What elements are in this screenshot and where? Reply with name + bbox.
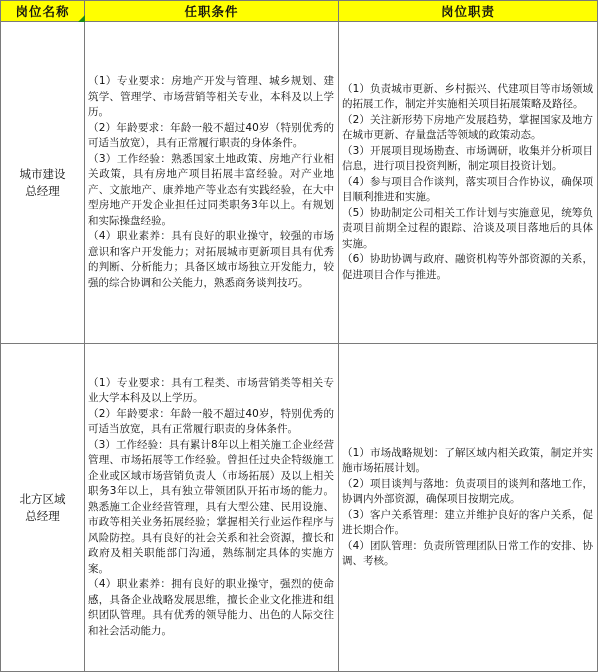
duty-item: （4）团队管理：负责所管理团队日常工作的安排、协调、考核。 (342, 539, 593, 567)
requirement-item: （1）专业要求：具有工程类、市场营销类等相关专业大学本科及以上学历。 (88, 376, 334, 405)
requirement-item: （3）工作经验：具有累计8年以上相关施工企业经营管理、市场拓展等工作经验。曾担任过央企特级施工企业或区域市场营销负责人（市场拓展）及以上相关职务3年以上，具有独立带领团队开拓市场的能力。熟悉施工企业经营管理，具有大型公建、民用设施、市政等相关业务拓展经验；掌握相关行业运作程序与风险防控。具有良好的社会关系和社会资源，擅长和政府及相关职能部门沟通，熟练制定具体的实施方案。 (88, 438, 334, 575)
requirements-cell (85, 22, 339, 344)
duty-item: （1）市场战略规划：了解区域内相关政策，制定并实施市场拓展计划。 (342, 446, 593, 474)
duties-cell (339, 22, 598, 344)
duty-item: （1）负责城市更新、乡村振兴、代建项目等市场领域的拓展工作，制定并实施相关项目拓展策略及路径。 (342, 82, 593, 111)
requirement-item: （2）年龄要求：年龄一般不超过40岁，特别优秀的可适当放宽，具有正常履行职责的身体条件。 (88, 407, 334, 436)
duty-item: （6）协助协调与政府、融资机构等外部资源的关系，促进项目合作与推进。 (342, 253, 593, 281)
table-row (1, 22, 598, 344)
duty-item: （2）项目谈判与落地：负责项目的谈判和落地工作，协调内外部资源，确保项目按期完成。 (342, 477, 593, 505)
position-name (1, 22, 85, 344)
position-name (1, 344, 85, 672)
position-name-line: 城市建设 (19, 166, 66, 181)
requirement-item: （1）专业要求：房地产开发与管理、城乡规划、建筑学、管理学、市场营销等相关专业，本科及以上学历。 (88, 75, 334, 118)
header-row (1, 1, 598, 22)
requirement-item: （4）职业素养：拥有良好的职业操守，强烈的使命感，具备企业战略发展思维，擅长企业文化推进和组织团队管理。具有优秀的领导能力、出色的人际交往和社会活动能力。 (88, 578, 334, 637)
position-name-line: 总经理 (25, 183, 60, 198)
table-row (1, 344, 598, 672)
duty-item: （2）关注新形势下房地产发展趋势，掌握国家及地方在城市更新、存量盘活等领域的政策动态。 (342, 113, 593, 142)
requirement-item: （3）工作经验：熟悉国家土地政策、房地产行业相关政策，具有房地产项目拓展丰富经验。对产业地产、文旅地产、康养地产等业态有实践经验，在大中型房地产开发企业担任过同类职务3年以上。有规划和实际操盘经验。 (88, 152, 334, 227)
duty-item: （3）客户关系管理：建立并维护良好的客户关系，促进长期合作。 (342, 508, 593, 536)
position-name-line: 北方区域 (19, 491, 66, 506)
requirements-cell (85, 344, 339, 672)
duty-item: （4）参与项目合作谈判，落实项目合作协议，确保项目顺利推进和实施。 (342, 175, 593, 204)
header-duties: 岗位职责 (339, 1, 598, 22)
header-position: 岗位名称 (1, 1, 85, 22)
duty-item: （5）协助制定公司相关工作计划与实施意见，统筹负责项目前期全过程的跟踪、洽谈及项目落地后的具体实施。 (342, 206, 593, 250)
position-name-line: 总经理 (25, 508, 60, 523)
header-requirements: 任职条件 (85, 1, 339, 22)
requirement-item: （2）年龄要求：年龄一般不超过40岁（特别优秀的可适当放宽），具有正常履行职责的身体条件。 (88, 121, 334, 149)
requirement-item: （4）职业素养：具有良好的职业操守，较强的市场意识和客户开发能力；对拓展城市更新项目具有优秀的判断、分析能力；具备区域市场独立开发能力，较强的综合协调和公关能力，熟悉商务谈判技巧。 (88, 230, 334, 289)
duty-item: （3）开展项目现场勘查、市场调研，收集并分析项目信息，进行项目投资判断，制定项目投资计划。 (342, 144, 593, 173)
duties-cell (339, 344, 598, 672)
